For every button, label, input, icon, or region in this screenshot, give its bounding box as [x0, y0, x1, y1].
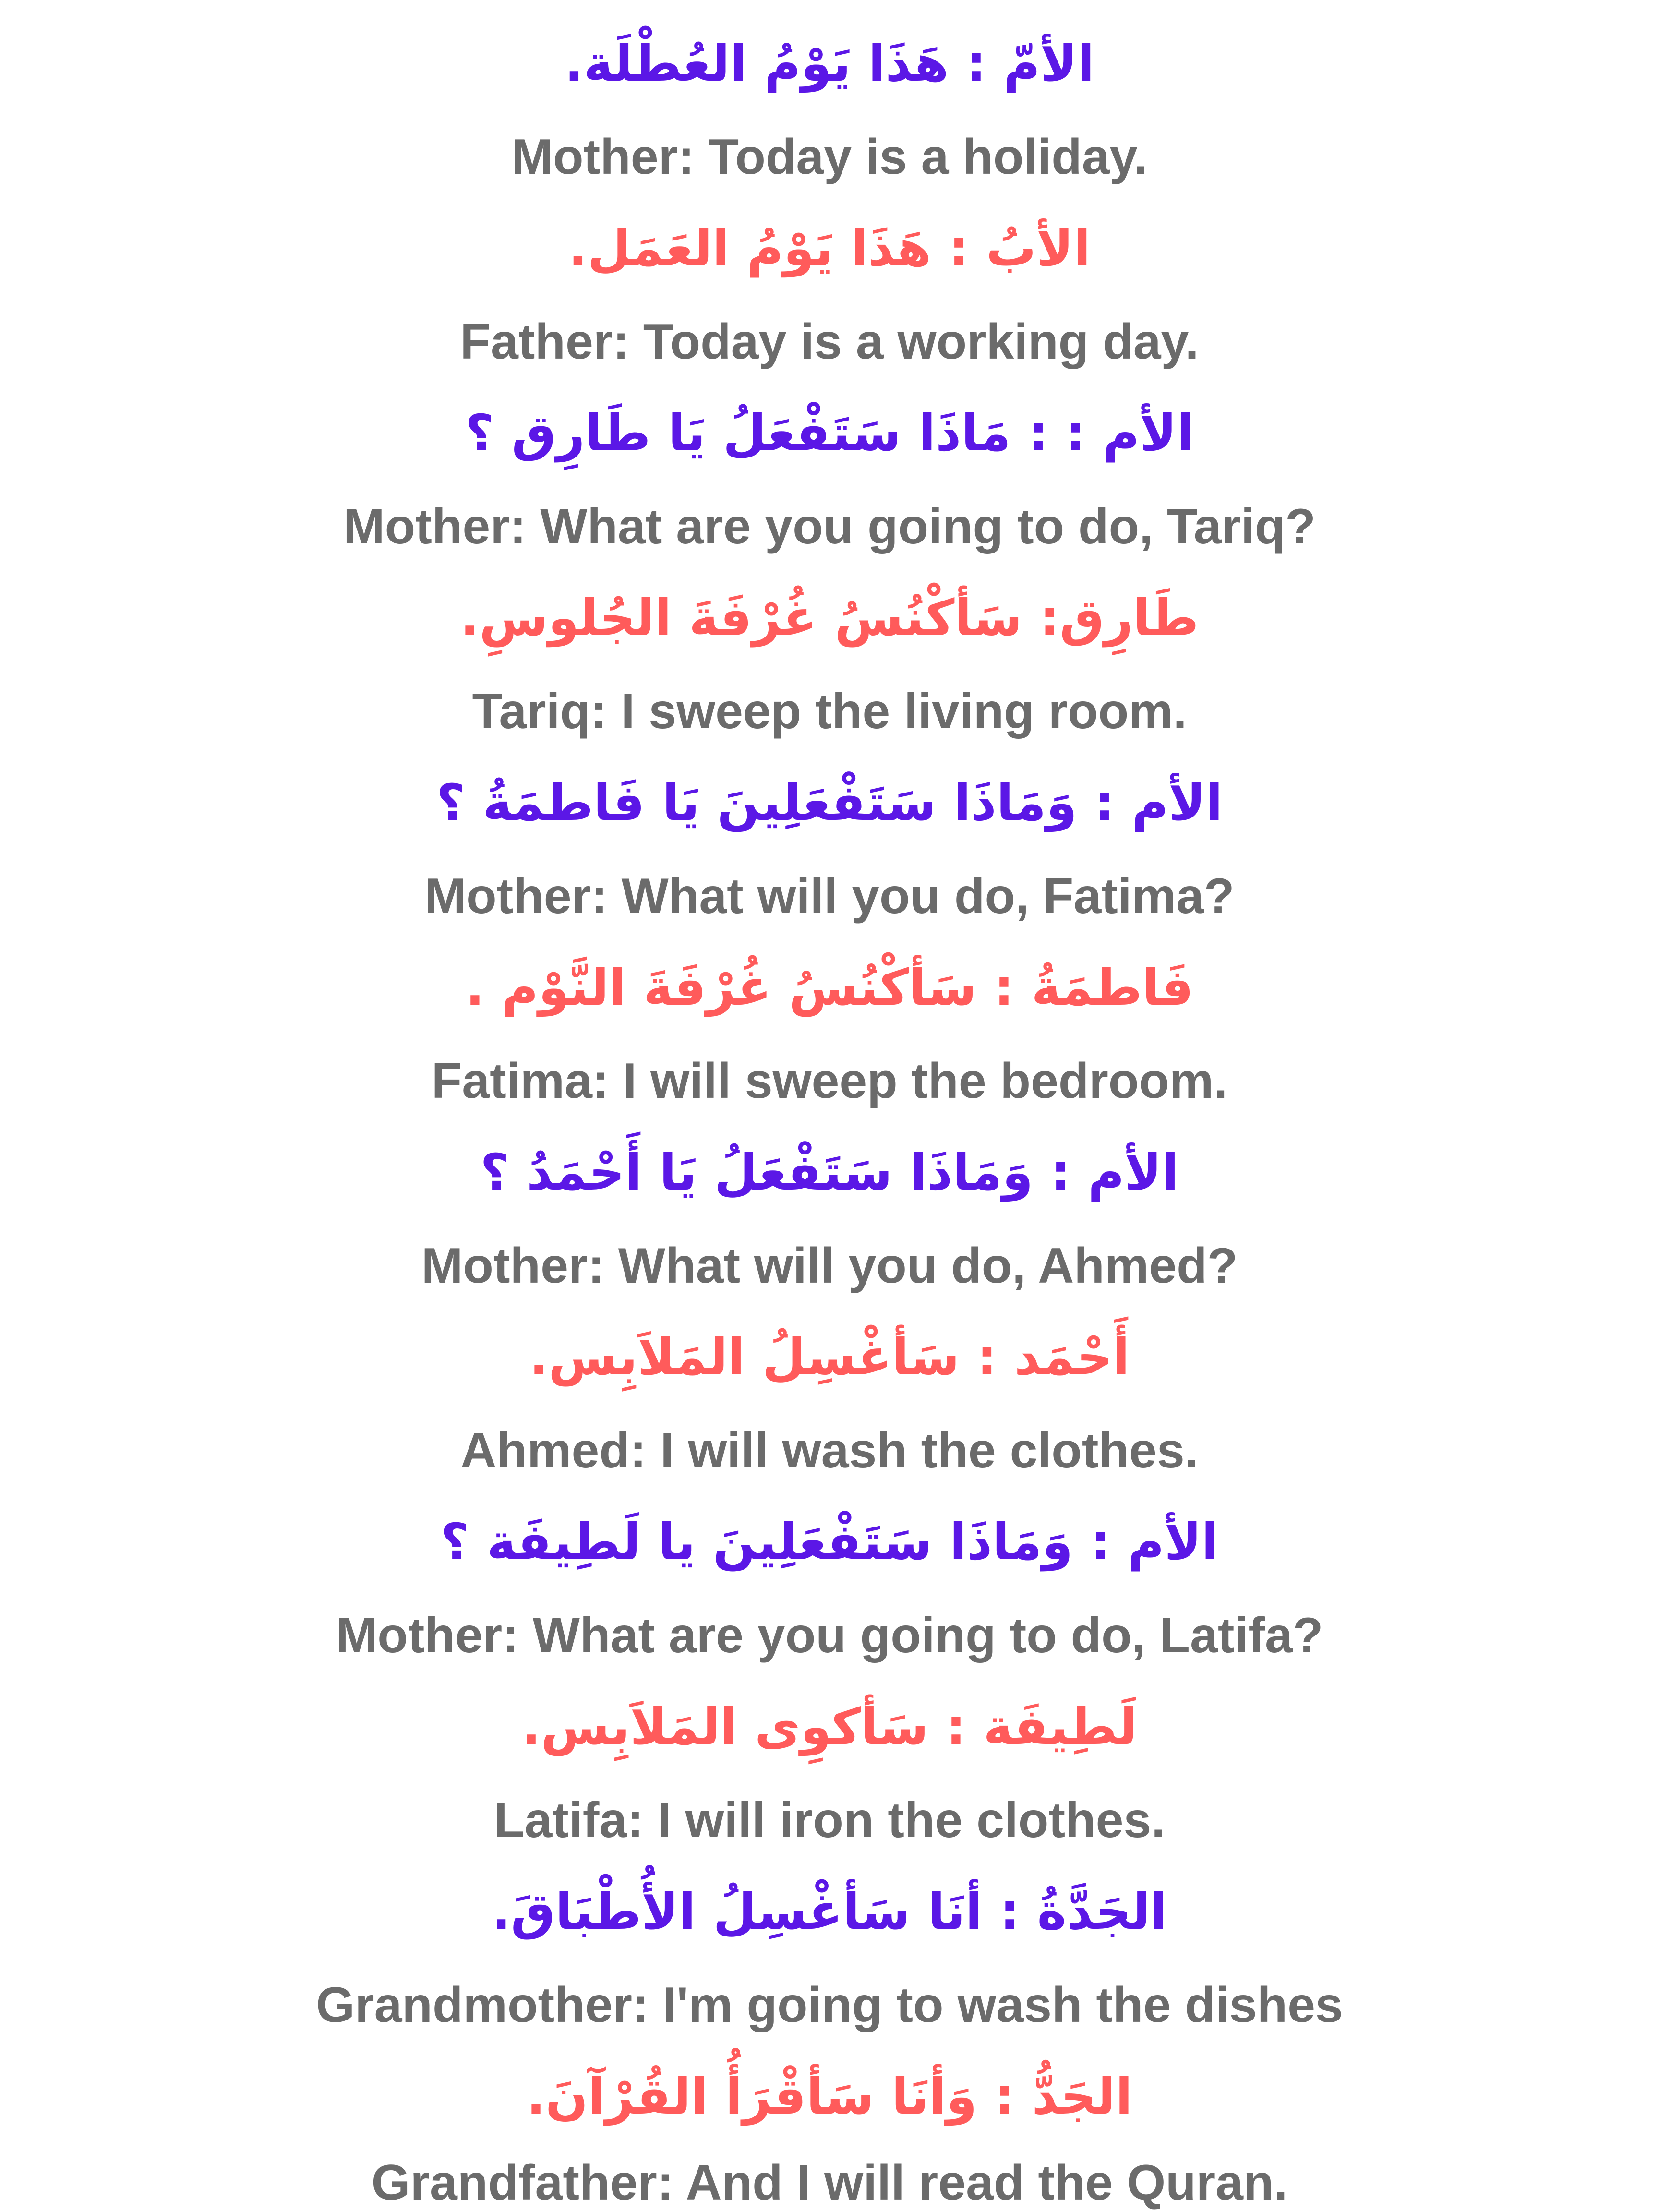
english-line-father-workday: Father: Today is a working day.	[460, 314, 1199, 370]
arabic-line-mother-holiday: الأمّ : هَذَا يَوْمُ العُطْلَة.	[565, 34, 1094, 93]
arabic-line-mother-to-ahmed: الأم : وَمَاذَا سَتَفْعَلُ يَا أَحْمَدُ ؟	[480, 1143, 1179, 1202]
arabic-line-grandfather: الجَدُّ : وَأنَا سَأقْرَأُ القُرْآنَ.	[526, 2067, 1133, 2126]
arabic-line-ahmed-reply: أَحْمَد : سَأغْسِلُ المَلاَبِس.	[529, 1328, 1130, 1386]
english-line-mother-to-tariq: Mother: What are you going to do, Tariq?	[343, 499, 1316, 554]
arabic-line-tariq-reply: طَارِق: سَأكْنُسُ غُرْفَةَ الجُلوسِ.	[460, 589, 1199, 647]
english-line-mother-holiday: Mother: Today is a holiday.	[511, 129, 1148, 185]
arabic-line-mother-to-tariq: الأم : : مَاذَا سَتَفْعَلُ يَا طَارِق ؟	[465, 404, 1194, 462]
arabic-line-fatima-reply: فَاطمَةُ : سَأكْنُسُ غُرْفَةَ النَّوْم .	[465, 958, 1194, 1017]
english-line-ahmed-reply: Ahmed: I will wash the clothes.	[460, 1423, 1199, 1479]
arabic-line-mother-to-fatima: الأم : وَمَاذَا سَتَفْعَلِينَ يَا فَاطمَةُ ؟	[436, 773, 1223, 832]
english-line-mother-to-fatima: Mother: What will you do, Fatima?	[424, 868, 1235, 924]
english-line-grandmother: Grandmother: I'm going to wash the dishes	[316, 1977, 1343, 2033]
english-line-fatima-reply: Fatima: I will sweep the bedroom.	[431, 1053, 1228, 1109]
arabic-line-father-workday: الأبُ : هَذَا يَوْمُ العَمَل.	[568, 219, 1091, 277]
english-line-tariq-reply: Tariq: I sweep the living room.	[472, 684, 1187, 739]
english-line-mother-to-latifa: Mother: What are you going to do, Latifa?	[336, 1608, 1323, 1663]
english-line-mother-to-ahmed: Mother: What will you do, Ahmed?	[421, 1238, 1238, 1294]
arabic-line-mother-to-latifa: الأم : وَمَاذَا سَتَفْعَلِينَ يا لَطِيفَة ؟	[440, 1513, 1219, 1571]
arabic-line-latifa-reply: لَطِيفَة : سَأكوِى المَلاَبِس.	[521, 1697, 1138, 1756]
english-line-latifa-reply: Latifa: I will iron the clothes.	[493, 1792, 1166, 1848]
english-line-grandfather: Grandfather: And I will read the Quran.	[371, 2155, 1288, 2211]
arabic-line-grandmother: الجَدَّةُ : أنَا سَأغْسِلُ الأُطْبَاقَ.	[492, 1882, 1167, 1941]
